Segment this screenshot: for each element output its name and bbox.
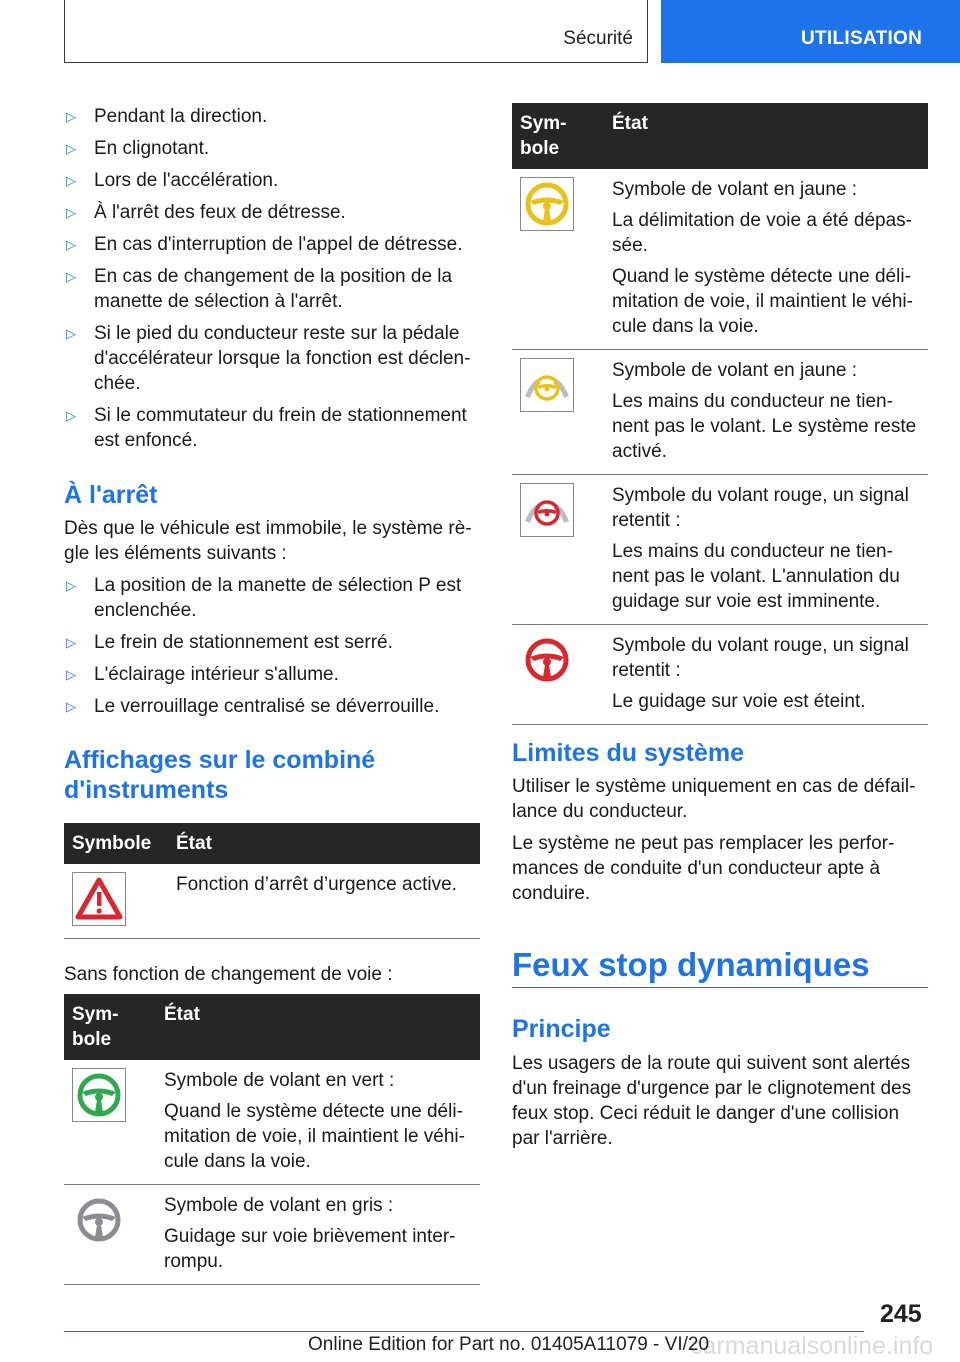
list-item: ▷ Si le commutateur du frein de stationnement est enfoncé.: [66, 405, 467, 451]
state-description: Le guidage sur voie est éteint.: [612, 691, 866, 712]
watermark: carmanualsonline.info: [690, 1332, 934, 1360]
table-header-row: [64, 994, 480, 1060]
column-header-state: État: [168, 823, 480, 864]
heading-arret: À l'arrêt: [64, 481, 158, 509]
triangle-bullet-icon: ▷: [66, 635, 76, 650]
table-row: [64, 1060, 480, 1185]
symbol-table-emergency: [64, 823, 480, 939]
sans-fonction-text: Sans fonction de changement de voie :: [64, 964, 393, 985]
limites-paragraph-1: Utiliser le système uniquement en cas de défaillance du conducteur.: [512, 776, 916, 822]
triangle-bullet-icon: ▷: [66, 408, 76, 423]
state-title: Symbole de volant en jaune :: [612, 179, 858, 200]
steering-wheel-green-icon: [72, 1068, 126, 1122]
steering-wheel-red-hands-icon: [520, 483, 574, 537]
state-description: Les mains du conducteur ne tiennent pas le volant. Le système reste activé.: [612, 391, 917, 462]
triangle-bullet-icon: ▷: [66, 326, 76, 341]
list-item: ▷ Si le pied du conducteur reste sur la pédale d'accélérateur lorsque la fonction est déclenchée.: [66, 323, 471, 394]
list-item: ▷ Pendant la direction.: [66, 106, 268, 127]
page-number: 245: [880, 1300, 922, 1328]
heading-affichages: Affichages sur le combiné d'instruments: [64, 746, 376, 804]
list-item: ▷ En cas d'interruption de l'appel de détresse.: [66, 234, 463, 255]
table-row: [64, 864, 480, 939]
column-header-symbol: Symbole: [64, 994, 156, 1060]
triangle-bullet-icon: ▷: [66, 667, 76, 682]
state-title: Symbole du volant rouge, un signal retentit :: [612, 635, 909, 681]
table-row: [512, 625, 928, 725]
state-title: Symbole du volant rouge, un signal retentit :: [612, 485, 909, 531]
list-item: ▷ À l'arrêt des feux de détresse.: [66, 202, 346, 223]
triangle-bullet-icon: ▷: [66, 205, 76, 220]
table-row: [64, 1185, 480, 1285]
column-header-state: État: [604, 103, 928, 169]
heading-feux-stop: Feux stop dynamiques: [512, 946, 870, 983]
triangle-bullet-icon: ▷: [66, 578, 76, 593]
column-header-symbol: Symbole: [64, 823, 168, 864]
triangle-bullet-icon: ▷: [66, 269, 76, 284]
list-item: ▷ Le frein de stationnement est serré.: [66, 632, 393, 653]
state-description: Quand le système détecte une délimitation de voie, il maintient le véhicule dans la voie.: [164, 1101, 465, 1172]
warning-triangle-icon: [72, 872, 126, 926]
triangle-bullet-icon: ▷: [66, 237, 76, 252]
list-item: ▷ Lors de l'accélération.: [66, 170, 279, 191]
heading-limites: Limites du système: [512, 739, 745, 767]
bullet-list-conditions: [64, 104, 480, 460]
steering-wheel-yellow-hands-icon: [520, 358, 574, 412]
header-chapter-tab: [661, 0, 960, 63]
symbol-table-lane-advanced: [512, 103, 928, 725]
section-divider: [512, 987, 928, 988]
symbol-table-lane-basic: [64, 994, 480, 1285]
list-item: ▷ L'éclairage intérieur s'allume.: [66, 664, 339, 685]
triangle-bullet-icon: ▷: [66, 109, 76, 124]
table-row: [512, 475, 928, 625]
table-header-row: [64, 823, 480, 864]
footer-edition: Online Edition for Part no. 01405A11079 - VI/20: [308, 1334, 710, 1355]
state-description: La délimitation de voie a été dépassée.: [612, 210, 912, 256]
list-item: ▷ En cas de changement de la position de la manette de sélection à l'arrêt.: [66, 266, 453, 312]
header-chapter-title: UTILISATION: [801, 28, 923, 49]
state-description: Guidage sur voie brièvement interrompu.: [164, 1226, 456, 1272]
state-cell: Fonction d’arrêt d’urgence active.: [168, 864, 480, 939]
triangle-bullet-icon: ▷: [66, 699, 76, 714]
table-header-row: [512, 103, 928, 169]
table-row: [512, 350, 928, 475]
header-section-title: Sécurité: [563, 28, 633, 49]
state-title: Symbole de volant en jaune :: [612, 360, 858, 381]
column-header-symbol: Symbole: [512, 103, 604, 169]
principe-paragraph: Les usagers de la route qui suivent sont alertés d'un freinage d'urgence par le clignotement des feux stop. Ceci réduit le danger d'une collision par l'arrière.: [512, 1053, 912, 1149]
steering-wheel-red-icon: [520, 633, 574, 687]
triangle-bullet-icon: ▷: [66, 141, 76, 156]
column-header-state: État: [156, 994, 480, 1060]
limites-paragraph-2: Le système ne peut pas remplacer les performances de conduite d'un conducteur apte à conduire.: [512, 833, 895, 904]
list-item: ▷ En clignotant.: [66, 138, 210, 159]
steering-wheel-yellow-icon: [520, 177, 574, 231]
bullet-list-arret: [64, 573, 480, 726]
arret-paragraph: Dès que le véhicule est immobile, le système règle les éléments suivants :: [64, 518, 472, 564]
list-item: ▷ Le verrouillage centralisé se déverrouille.: [66, 696, 440, 717]
table-row: [512, 169, 928, 350]
state-title: Symbole de volant en gris :: [164, 1195, 394, 1216]
list-item: ▷ La position de la manette de sélection P est enclenchée.: [66, 575, 462, 621]
heading-principe: Principe: [512, 1015, 611, 1043]
state-title: Symbole de volant en vert :: [164, 1070, 395, 1091]
header-section-box: [64, 0, 648, 63]
state-description: Quand le système détecte une délimitation de voie, il maintient le véhicule dans la voie.: [612, 266, 913, 337]
state-description: Les mains du conducteur ne tiennent pas le volant. L'annulation du guidage sur voie est imminente.: [612, 541, 900, 612]
steering-wheel-gray-icon: [72, 1193, 126, 1247]
triangle-bullet-icon: ▷: [66, 173, 76, 188]
